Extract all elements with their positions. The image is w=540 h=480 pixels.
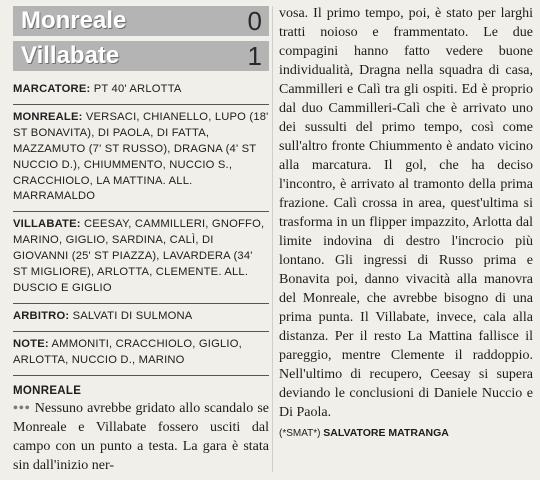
article-text-left: Nessuno avrebbe gridato allo scandalo se Monreale e Villabate fossero usciti dal campo con un punto a testa. La gara è stata sin dall'inizio ner- [13, 400, 269, 473]
referee-text: SALVATI DI SULMONA [72, 309, 193, 322]
villabate-lineup-label: VILLABATE: [13, 218, 81, 231]
article-text-right: vosa. Il primo tempo, poi, è stato per larghi tratti noioso e frammentato. Le due compagini hanno fatto vedere buone individualità, Dragna nella squadra di casa, Cammilleri e Calì tra gli ospiti. Ed è proprio dal duo Cammilleri-Calì che è arrivato uno dei sussulti del primo tempo, così come sull'altro fronte Chiummento è andato vicino alla marcatura. Il gol, che ha deciso l'incontro, è arrivato al tramonto della prima frazione. Calì crossa in area, quest'ultima si trasforma in un flipper impazzito, Arlotta dal limite indovina di destro l'incrocio più lontano. Gli ingressi di Russo prima e Bonavita poi, danno vivacità alla manovra del Monreale, che avrebbe bisogno di una prima punta. Il Villabate, invece, cala alla distanza. Per il resto La Mattina fallisce il pareggio, mentre Clemente il raddoppio. Nell'ultimo di recupero, Ceesay si supera deviando le conclusioni di Daniele Nuccio e Di Paola. [279, 6, 533, 420]
byline-prefix: (*SMAT*) [279, 428, 321, 439]
scorer-label: MARCATORE: [13, 83, 91, 95]
referee-block [13, 304, 269, 332]
scorer-text: PT 40' ARLOTTA [93, 83, 182, 95]
article-section-title: MONREALE [13, 384, 82, 397]
notes-label: NOTE: [13, 337, 49, 350]
notes-text: AMMONITI, CRACCHIOLO, GIGLIO, ARLOTTA, NUCCIO D., MARINO [13, 337, 242, 366]
referee-label: ARBITRO: [13, 309, 70, 322]
home-score-row [13, 6, 269, 36]
monreale-lineup-text: VERSACI, CHIANELLO, LUPO (18' ST BONAVITA), DI PAOLA, DI FATTA, MAZZAMUTO (7' ST RUSSO), DRAGNA (4' ST NUCCIO D.), CHIUMMENTO, NUCCIO S., CRACCHIOLO, LA MATTINA. ALL. MARRAMALDO [13, 110, 269, 203]
away-score: 1 [247, 40, 262, 71]
monreale-lineup-block [13, 105, 269, 212]
column-divider [272, 6, 273, 472]
home-team-name: Monreale [21, 7, 127, 34]
away-team-name: Villabate [21, 42, 120, 69]
away-score-row [13, 41, 269, 71]
left-column [13, 6, 269, 475]
byline [279, 424, 533, 443]
notes-block [13, 332, 269, 376]
article-body-left [13, 399, 269, 475]
villabate-lineup-block [13, 212, 269, 304]
villabate-lineup-text: CEESAY, CAMMILLERI, GNOFFO, MARINO, GIGLIO, SARDINA, CALÌ, DI GIOVANNI (25' ST PIAZZA), LAVARDERA (34' ST MIGLIORE), ARLOTTA, CLEMENTE. ALL. DUSCIO E GIGLIO [13, 218, 265, 294]
home-score: 0 [247, 5, 262, 36]
lead-dots: ••• [13, 400, 31, 416]
right-column [279, 4, 533, 443]
scorer-block [13, 76, 269, 105]
monreale-lineup-label: MONREALE: [13, 110, 83, 123]
byline-author: SALVATORE MATRANGA [323, 427, 449, 439]
